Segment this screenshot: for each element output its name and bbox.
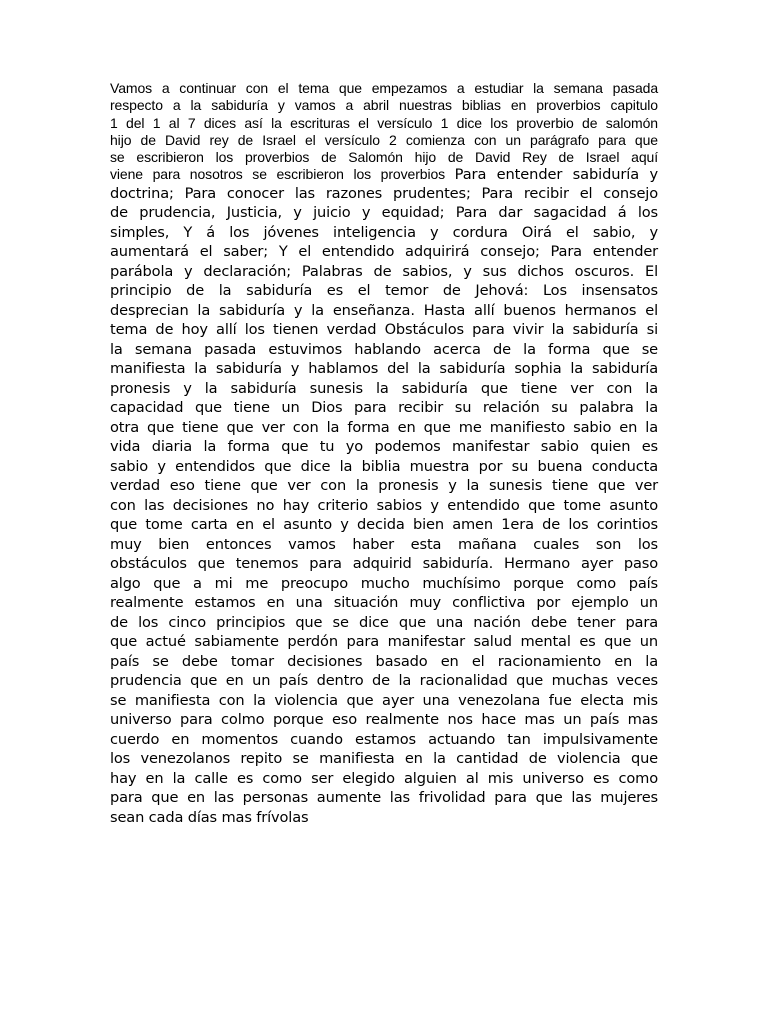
text-line: país se debe tomar decisiones basado en el racionamiento en la — [110, 652, 658, 670]
text-line: vida diaria la forma que tu yo podemos manifestar sabio quien es — [110, 438, 658, 456]
text-line: se manifiesta con la violencia que ayer una venezolana fue electa mis — [110, 691, 658, 709]
text-line: la semana pasada estuvimos hablando acerca de la forma que se — [110, 340, 658, 358]
text-line: capacidad que tiene un Dios para recibir su relación su palabra la — [110, 399, 658, 417]
text-line: los venezolanos repito se manifiesta en la cantidad de violencia que — [110, 750, 658, 768]
text-line: respecto a la sabiduría y vamos a abril nuestras biblias en proverbios capitulo — [110, 97, 658, 114]
text-line: se escribieron los proverbios de Salomón hijo de David Rey de Israel aquí — [110, 149, 658, 166]
text-line: hijo de David rey de Israel el versículo 2 comienza con un parágrafo para que — [110, 131, 658, 148]
text-line: realmente estamos en una situación muy conflictiva por ejemplo un — [110, 594, 658, 612]
text-line: sabio y entendidos que dice la biblia muestra por su buena conducta — [110, 457, 658, 475]
text-line: parábola y declaración; Palabras de sabios, y sus dichos oscuros. El — [110, 262, 658, 280]
text-line-start: viene para nosotros se escribieron los proverbios — [110, 166, 446, 183]
text-line: de prudencia, Justicia, y juicio y equidad; Para dar sagacidad á los — [110, 204, 658, 222]
text-line: con las decisiones no hay criterio sabios y entendido que tome asunto — [110, 496, 658, 514]
text-line-tail: Para entender sabiduría y — [454, 166, 658, 184]
text-line: Vamos a continuar con el tema que empezamos a estudiar la semana pasada — [110, 80, 658, 96]
text-line: que tome carta en el asunto y decida bien amen 1era de los corintios — [110, 516, 658, 534]
document-body — [110, 80, 658, 827]
text-line: 1 del 1 al 7 dices así la escrituras el versículo 1 dice los proverbio de salomón — [110, 114, 658, 131]
text-line: universo para colmo porque eso realmente nos hace mas un país mas — [110, 711, 658, 729]
text-line: tema de hoy allí los tienen verdad Obstáculos para vivir la sabiduría si — [110, 321, 658, 339]
text-line: pronesis y la sabiduría sunesis la sabiduría que tiene ver con la — [110, 379, 658, 397]
text-line: principio de la sabiduría es el temor de Jehová: Los insensatos — [110, 282, 658, 300]
text-line: algo que a mi me preocupo mucho muchísimo porque como país — [110, 574, 658, 592]
text-line: verdad eso tiene que ver con la pronesis y la sunesis tiene que ver — [110, 477, 658, 495]
text-line: manifiesta la sabiduría y hablamos del la sabiduría sophia la sabiduría — [110, 360, 658, 378]
text-line-last: sean cada días mas frívolas — [110, 808, 309, 826]
text-line: cuerdo en momentos cuando estamos actuando tan impulsivamente — [110, 730, 658, 748]
text-line: para que en las personas aumente las frivolidad para que las mujeres — [110, 789, 658, 807]
text-line: obstáculos que tenemos para adquirid sabiduría. Hermano ayer paso — [110, 555, 658, 573]
text-line: prudencia que en un país dentro de la racionalidad que muchas veces — [110, 672, 658, 690]
text-line: otra que tiene que ver con la forma en que me manifiesto sabio en la — [110, 418, 658, 436]
text-line: que actué sabiamente perdón para manifestar salud mental es que un — [110, 633, 658, 651]
text-line: de los cinco principios que se dice que una nación debe tener para — [110, 613, 658, 631]
text-line: desprecian la sabiduría y la enseñanza. Hasta allí buenos hermanos el — [110, 301, 658, 319]
text-line: muy bien entonces vamos haber esta mañana cuales son los — [110, 535, 658, 553]
text-line: hay en la calle es como ser elegido alguien al mis universo es como — [110, 769, 658, 787]
text-line: aumentará el saber; Y el entendido adquirirá consejo; Para entender — [110, 243, 658, 261]
text-line-mixed — [110, 166, 658, 183]
text-line: simples, Y á los jóvenes inteligencia y cordura Oirá el sabio, y — [110, 223, 658, 241]
text-line: doctrina; Para conocer las razones prudentes; Para recibir el consejo — [110, 184, 658, 202]
